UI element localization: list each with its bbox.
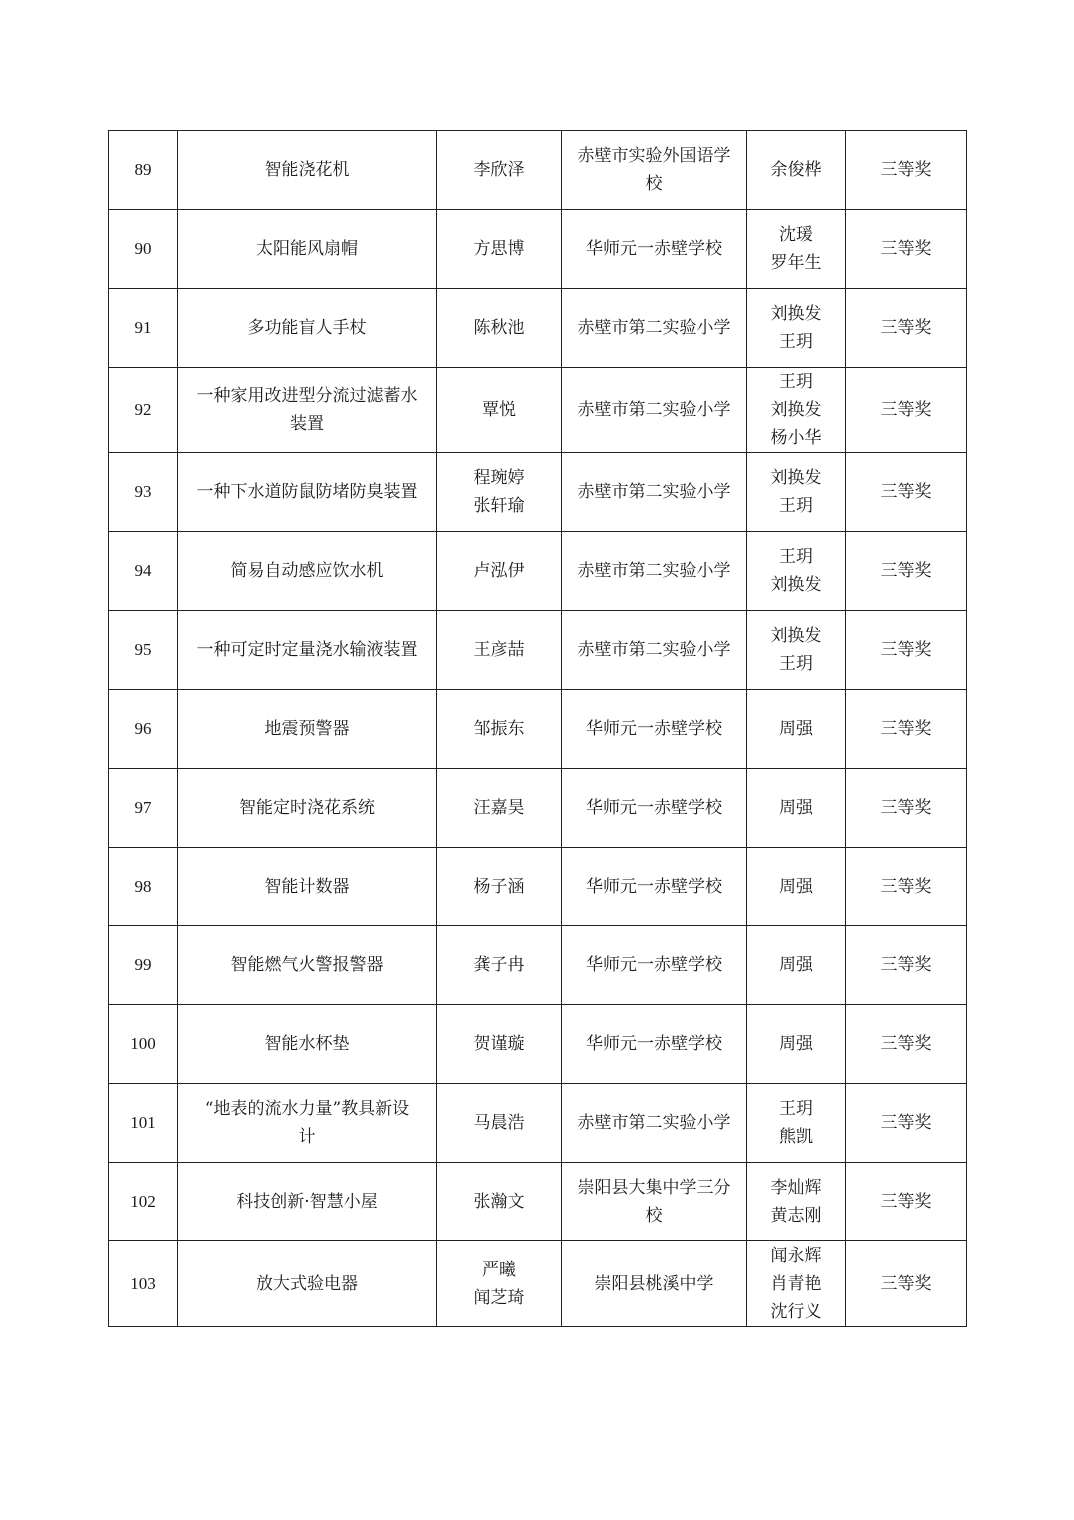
cell-number: 96 xyxy=(109,690,178,769)
cell-award: 三等奖 xyxy=(846,1005,967,1084)
cell-students-line: 李欣泽 xyxy=(473,160,525,180)
cell-teachers-line: 黄志刚 xyxy=(770,1205,822,1226)
cell-project xyxy=(178,210,437,289)
cell-students xyxy=(437,1241,562,1327)
cell-project xyxy=(178,1084,437,1163)
cell-teachers xyxy=(747,368,846,453)
cell-students-line: 闻芝琦 xyxy=(473,1287,525,1308)
cell-students-line: 邹振东 xyxy=(473,719,525,739)
cell-project xyxy=(178,611,437,690)
cell-award: 三等奖 xyxy=(846,611,967,690)
cell-number: 94 xyxy=(109,532,178,611)
cell-school xyxy=(562,532,747,611)
cell-project-line: 太阳能风扇帽 xyxy=(256,239,358,259)
cell-project-line: 计 xyxy=(298,1127,316,1147)
cell-school-line: 华师元一赤壁学校 xyxy=(586,239,722,259)
cell-students-line: 王彦喆 xyxy=(473,640,525,660)
cell-students xyxy=(437,848,562,926)
cell-number: 103 xyxy=(109,1241,178,1327)
table-row xyxy=(109,1241,967,1327)
cell-school-line: 崇阳县桃溪中学 xyxy=(594,1273,714,1294)
cell-project-line: 一种下水道防鼠防堵防臭装置 xyxy=(196,482,418,502)
cell-teachers-line: 沈行义 xyxy=(770,1301,822,1322)
cell-school xyxy=(562,926,747,1005)
cell-project-line: 智能燃气火警报警器 xyxy=(230,955,384,975)
cell-project-line: 一种家用改进型分流过滤蓄水 xyxy=(196,386,418,406)
table-row xyxy=(109,769,967,848)
awards-table-body xyxy=(109,131,967,1327)
cell-number: 93 xyxy=(109,453,178,532)
cell-school xyxy=(562,1163,747,1241)
cell-students-line: 严曦 xyxy=(482,1259,516,1280)
cell-teachers xyxy=(747,1163,846,1241)
cell-teachers-line: 刘换发 xyxy=(770,626,822,646)
cell-school xyxy=(562,1084,747,1163)
cell-students-line: 陈秋池 xyxy=(473,318,525,338)
cell-number: 97 xyxy=(109,769,178,848)
cell-project-line: 一种可定时定量浇水输液装置 xyxy=(196,640,418,660)
cell-teachers-line: 杨小华 xyxy=(770,428,822,448)
cell-teachers-line: 闻永辉 xyxy=(770,1245,822,1266)
cell-project-line: 简易自动感应饮水机 xyxy=(230,561,384,581)
cell-school-line: 赤壁市第二实验小学 xyxy=(577,640,731,660)
cell-teachers xyxy=(747,769,846,848)
cell-number: 92 xyxy=(109,368,178,453)
cell-students xyxy=(437,1163,562,1241)
cell-award: 三等奖 xyxy=(846,1163,967,1241)
cell-project xyxy=(178,131,437,210)
cell-teachers-line: 刘换发 xyxy=(770,468,822,488)
cell-school xyxy=(562,769,747,848)
cell-project xyxy=(178,769,437,848)
cell-teachers-line: 王玥 xyxy=(779,372,813,392)
cell-school xyxy=(562,848,747,926)
cell-project xyxy=(178,1005,437,1084)
cell-project xyxy=(178,848,437,926)
cell-school-line: 校 xyxy=(645,1205,663,1226)
cell-teachers-line: 熊凯 xyxy=(779,1127,813,1147)
table-row xyxy=(109,1084,967,1163)
table-row xyxy=(109,1005,967,1084)
cell-award: 三等奖 xyxy=(846,1241,967,1327)
cell-number: 102 xyxy=(109,1163,178,1241)
cell-teachers-line: 沈瑗 xyxy=(779,225,813,245)
cell-teachers-line: 余俊桦 xyxy=(770,160,822,180)
cell-teachers xyxy=(747,210,846,289)
cell-teachers-line: 周强 xyxy=(779,719,813,739)
cell-project xyxy=(178,1163,437,1241)
cell-school xyxy=(562,611,747,690)
cell-school-line: 赤壁市第二实验小学 xyxy=(577,400,731,420)
cell-school-line: 华师元一赤壁学校 xyxy=(586,955,722,975)
cell-teachers xyxy=(747,131,846,210)
awards-table xyxy=(108,130,967,1327)
cell-project-line: “地表的流水力量”教具新设 xyxy=(204,1099,410,1119)
cell-project xyxy=(178,926,437,1005)
table-row xyxy=(109,532,967,611)
cell-award: 三等奖 xyxy=(846,210,967,289)
cell-students-line: 贺谨璇 xyxy=(473,1034,525,1054)
table-row xyxy=(109,611,967,690)
cell-project-line: 智能定时浇花系统 xyxy=(239,798,375,818)
cell-teachers-line: 周强 xyxy=(779,955,813,975)
cell-school xyxy=(562,210,747,289)
cell-award: 三等奖 xyxy=(846,131,967,210)
cell-number: 90 xyxy=(109,210,178,289)
cell-teachers-line: 王玥 xyxy=(779,496,813,516)
cell-students xyxy=(437,289,562,368)
cell-students-line: 程琬婷 xyxy=(473,468,525,488)
table-row xyxy=(109,210,967,289)
cell-project-line: 地震预警器 xyxy=(264,719,350,739)
cell-teachers-line: 刘换发 xyxy=(770,304,822,324)
cell-teachers xyxy=(747,611,846,690)
cell-teachers-line: 李灿辉 xyxy=(770,1177,822,1198)
cell-teachers-line: 周强 xyxy=(779,876,813,897)
cell-teachers-line: 刘换发 xyxy=(770,575,822,595)
cell-school-line: 华师元一赤壁学校 xyxy=(586,719,722,739)
cell-number: 99 xyxy=(109,926,178,1005)
cell-school-line: 赤壁市实验外国语学 xyxy=(577,146,731,166)
cell-students xyxy=(437,926,562,1005)
cell-students xyxy=(437,532,562,611)
cell-teachers-line: 肖青艳 xyxy=(770,1273,822,1294)
cell-project-line: 放大式验电器 xyxy=(256,1273,358,1294)
cell-project xyxy=(178,368,437,453)
cell-project-line: 科技创新·智慧小屋 xyxy=(236,1191,378,1212)
cell-teachers xyxy=(747,926,846,1005)
cell-teachers-line: 罗年生 xyxy=(770,253,822,273)
cell-school xyxy=(562,289,747,368)
cell-number: 91 xyxy=(109,289,178,368)
cell-school-line: 崇阳县大集中学三分 xyxy=(577,1177,731,1198)
cell-number: 95 xyxy=(109,611,178,690)
cell-award: 三等奖 xyxy=(846,1084,967,1163)
cell-award: 三等奖 xyxy=(846,848,967,926)
cell-students xyxy=(437,131,562,210)
cell-project-line: 智能浇花机 xyxy=(264,160,350,180)
cell-school-line: 赤壁市第二实验小学 xyxy=(577,318,731,338)
table-row xyxy=(109,453,967,532)
cell-students-line: 卢泓伊 xyxy=(473,561,525,581)
cell-number: 100 xyxy=(109,1005,178,1084)
table-row xyxy=(109,926,967,1005)
cell-project xyxy=(178,532,437,611)
cell-students xyxy=(437,611,562,690)
cell-students xyxy=(437,453,562,532)
cell-students xyxy=(437,769,562,848)
cell-school xyxy=(562,131,747,210)
cell-school-line: 校 xyxy=(645,174,663,194)
cell-students-line: 方思博 xyxy=(473,239,525,259)
cell-teachers xyxy=(747,289,846,368)
cell-award: 三等奖 xyxy=(846,926,967,1005)
cell-school-line: 赤壁市第二实验小学 xyxy=(577,561,731,581)
cell-award: 三等奖 xyxy=(846,532,967,611)
table-row xyxy=(109,690,967,769)
cell-project xyxy=(178,453,437,532)
cell-school xyxy=(562,1241,747,1327)
cell-award: 三等奖 xyxy=(846,453,967,532)
cell-teachers xyxy=(747,532,846,611)
cell-teachers-line: 王玥 xyxy=(779,547,813,567)
cell-teachers xyxy=(747,1084,846,1163)
cell-project-line: 多功能盲人手杖 xyxy=(247,318,367,338)
cell-students-line: 汪嘉昊 xyxy=(473,798,525,818)
cell-project-line: 智能计数器 xyxy=(264,876,350,897)
cell-school-line: 华师元一赤壁学校 xyxy=(586,1034,722,1054)
table-row xyxy=(109,848,967,926)
cell-students xyxy=(437,1084,562,1163)
cell-school xyxy=(562,453,747,532)
cell-teachers-line: 周强 xyxy=(779,1034,813,1054)
table-row xyxy=(109,289,967,368)
cell-school xyxy=(562,1005,747,1084)
cell-project-line: 智能水杯垫 xyxy=(264,1034,350,1054)
cell-teachers-line: 王玥 xyxy=(779,332,813,352)
cell-teachers xyxy=(747,848,846,926)
cell-school xyxy=(562,368,747,453)
cell-project xyxy=(178,1241,437,1327)
cell-award: 三等奖 xyxy=(846,368,967,453)
cell-teachers xyxy=(747,1241,846,1327)
cell-students-line: 马晨浩 xyxy=(473,1113,525,1133)
table-row xyxy=(109,368,967,453)
cell-teachers-line: 王玥 xyxy=(779,1099,813,1119)
cell-teachers-line: 刘换发 xyxy=(770,400,822,420)
cell-school-line: 华师元一赤壁学校 xyxy=(586,876,722,897)
cell-school-line: 华师元一赤壁学校 xyxy=(586,798,722,818)
cell-students xyxy=(437,690,562,769)
cell-number: 98 xyxy=(109,848,178,926)
cell-award: 三等奖 xyxy=(846,690,967,769)
cell-project-line: 装置 xyxy=(290,414,324,434)
cell-number: 101 xyxy=(109,1084,178,1163)
cell-teachers xyxy=(747,1005,846,1084)
cell-students-line: 张轩瑜 xyxy=(473,496,525,516)
cell-award: 三等奖 xyxy=(846,769,967,848)
cell-students xyxy=(437,368,562,453)
table-row xyxy=(109,131,967,210)
table-row xyxy=(109,1163,967,1241)
cell-students xyxy=(437,1005,562,1084)
cell-school xyxy=(562,690,747,769)
cell-students xyxy=(437,210,562,289)
cell-teachers xyxy=(747,690,846,769)
cell-students-line: 龚子冉 xyxy=(473,955,525,975)
cell-teachers xyxy=(747,453,846,532)
cell-school-line: 赤壁市第二实验小学 xyxy=(577,482,731,502)
cell-project xyxy=(178,289,437,368)
cell-students-line: 张瀚文 xyxy=(473,1191,525,1212)
cell-award: 三等奖 xyxy=(846,289,967,368)
cell-number: 89 xyxy=(109,131,178,210)
cell-students-line: 覃悦 xyxy=(482,400,516,420)
cell-school-line: 赤壁市第二实验小学 xyxy=(577,1113,731,1133)
cell-teachers-line: 王玥 xyxy=(779,654,813,674)
cell-teachers-line: 周强 xyxy=(779,798,813,818)
cell-students-line: 杨子涵 xyxy=(473,876,525,897)
cell-project xyxy=(178,690,437,769)
